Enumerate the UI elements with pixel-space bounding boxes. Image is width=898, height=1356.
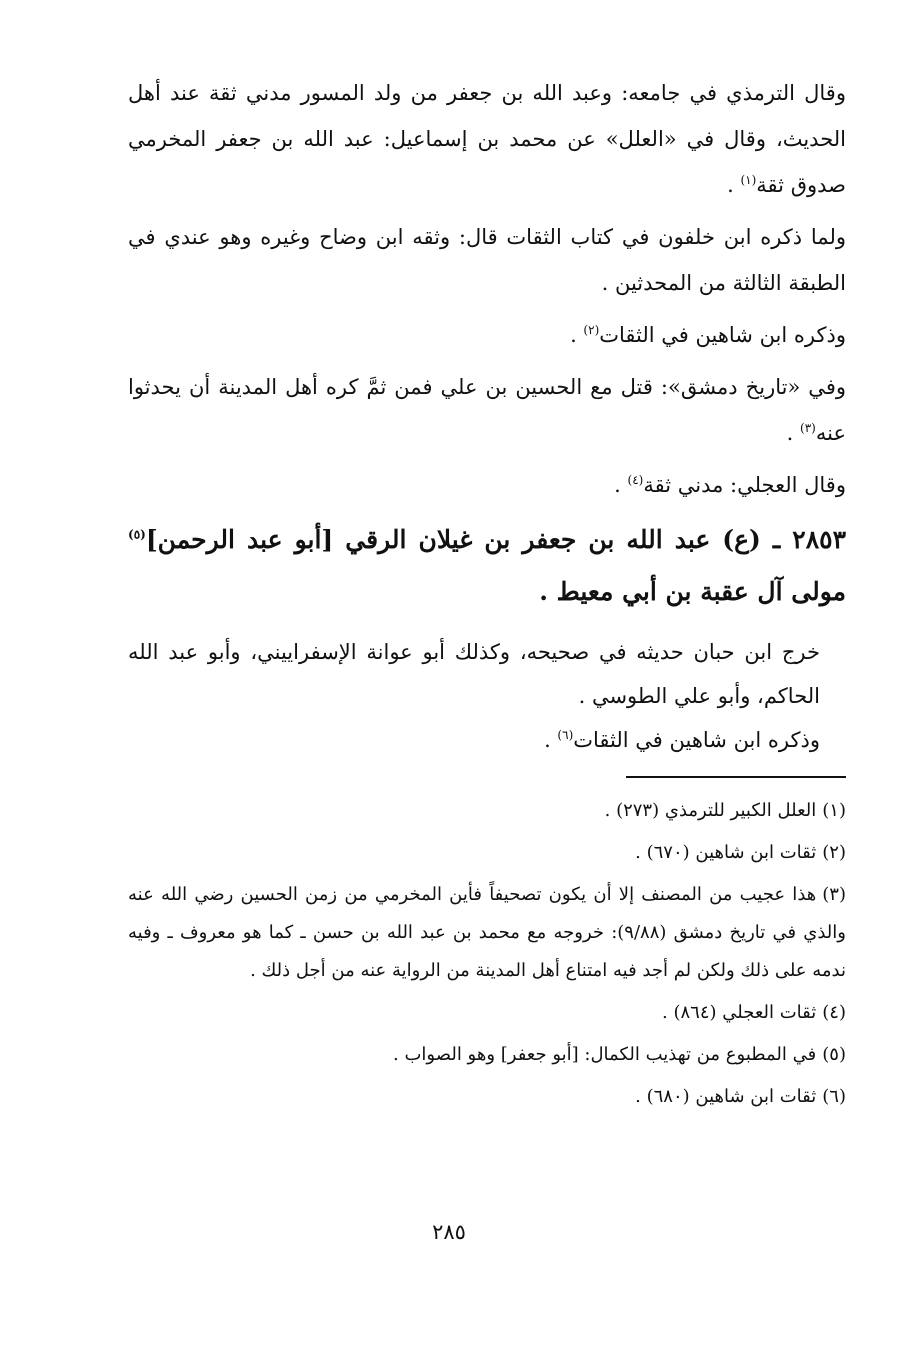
footnote-text: ثقات ابن شاهين (٦٨٠) . [635, 1086, 817, 1107]
footnote-3 [128, 876, 846, 990]
footnote-number: (١) [822, 800, 846, 821]
paragraph-text: وذكره ابن شاهين في الثقات [599, 323, 846, 347]
paragraph-text: وقال الترمذي في جامعه: وعبد الله بن جعفر من ولد المسور مدني ثقة عند أهل الحديث، وقال في «العلل» عن محمد بن إسماعيل: عبد الله بن جعفر المخرمي صدوق ثقة [128, 81, 846, 197]
footnote-text: في المطبوع من تهذيب الكمال: [أبو جعفر] وهو الصواب . [393, 1044, 817, 1065]
footnote-number: (٥) [822, 1044, 846, 1065]
entry-title-end: مولى آل عقبة بن أبي معيط . [539, 577, 846, 606]
footnote-number: (٦) [822, 1086, 846, 1107]
page-number: ٢٨٥ [432, 1220, 466, 1244]
footnote-ref[interactable]: (٢) [583, 323, 600, 337]
footnote-2 [128, 834, 846, 872]
footnote-number: (٢) [822, 842, 846, 863]
paragraph-text: وفي «تاريخ دمشق»: قتل مع الحسين بن علي فمن ثمَّ كره أهل المدينة أن يحدثوا عنه [128, 375, 846, 445]
footnote-ref[interactable]: (٣) [800, 421, 816, 435]
paragraph-ibn-shahin: وذكره ابن شاهين في الثقات$^{(٢)}$ . [570, 323, 846, 347]
paragraph-ibn-shahin-2: وذكره ابن شاهين في الثقات$^{(٦)}$ . [544, 728, 820, 752]
footnote-4 [128, 994, 846, 1032]
footnote-text: ثقات ابن شاهين (٦٧٠) . [635, 842, 817, 863]
footnote-number: (٣) [822, 884, 846, 905]
footnote-ref[interactable]: (١) [740, 173, 757, 187]
footnote-1 [128, 792, 846, 830]
footnote-5 [128, 1036, 846, 1074]
footnote-6 [128, 1078, 846, 1116]
paragraph-ibn-khalfun [128, 214, 846, 306]
footnote-number: (٤) [822, 1002, 846, 1023]
main-text [128, 70, 846, 762]
footnote-text: ثقات العجلي (٨٦٤) . [662, 1002, 817, 1023]
paragraph-text: ولما ذكره ابن خلفون في كتاب الثقات قال: وثقه ابن وضاح وغيره وهو عندي في الطبقة الثالثة من المحدثين . [128, 225, 846, 295]
entry-number: ٢٨٥٣ [792, 525, 846, 554]
footnote-divider [626, 776, 846, 778]
paragraph-tirmidhi: وقال الترمذي في جامعه: وعبد الله بن جعفر من ولد المسور مدني ثقة عند أهل الحديث، وقال في «العلل» عن محمد بن إسماعيل: عبد الله بن جعفر المخرمي صدوق ثقة$^{(١)}$ . [128, 81, 846, 197]
footnotes [128, 792, 846, 1120]
paragraph-text: وقال العجلي: مدني ثقة [643, 473, 846, 497]
paragraph-ibn-hibban [128, 630, 846, 718]
footnote-text: العلل الكبير للترمذي (٢٧٣) . [604, 800, 817, 821]
footnote-ref[interactable]: (٥) [128, 527, 146, 542]
footnote-text: هذا عجيب من المصنف إلا أن يكون تصحيفاً فأين المخرمي من زمن الحسين رضي الله عنه والذي في تاريخ دمشق (٩/٨٨): خروجه مع محمد بن عبد الله بن حسن ـ كما هو معروف ـ وفيه ندمه على ذلك ولكن لم أجد فيه امتناع أهل المدينة من الرواية عنه من أجل ذلك . [128, 884, 846, 981]
paragraph-text: خرج ابن حبان حديثه في صحيحه، وكذلك أبو عوانة الإسفراييني، وأبو عبد الله الحاكم، وأبو علي الطوسي . [128, 640, 820, 708]
entry-heading [128, 514, 846, 618]
entry-title: ـ (ع) عبد الله بن جعفر بن غيلان الرقي [أبو عبد الرحمن] [145, 525, 793, 554]
paragraph-ijli: وقال العجلي: مدني ثقة$^{(٤)}$ . [614, 473, 846, 497]
paragraph-text: وذكره ابن شاهين في الثقات [573, 728, 820, 752]
footnote-ref[interactable]: (٤) [627, 473, 644, 487]
footnote-ref[interactable]: (٦) [557, 728, 574, 742]
paragraph-tarikh-dimashq: وفي «تاريخ دمشق»: قتل مع الحسين بن علي فمن ثمَّ كره أهل المدينة أن يحدثوا عنه$^{(٣)}$ . [128, 375, 846, 445]
